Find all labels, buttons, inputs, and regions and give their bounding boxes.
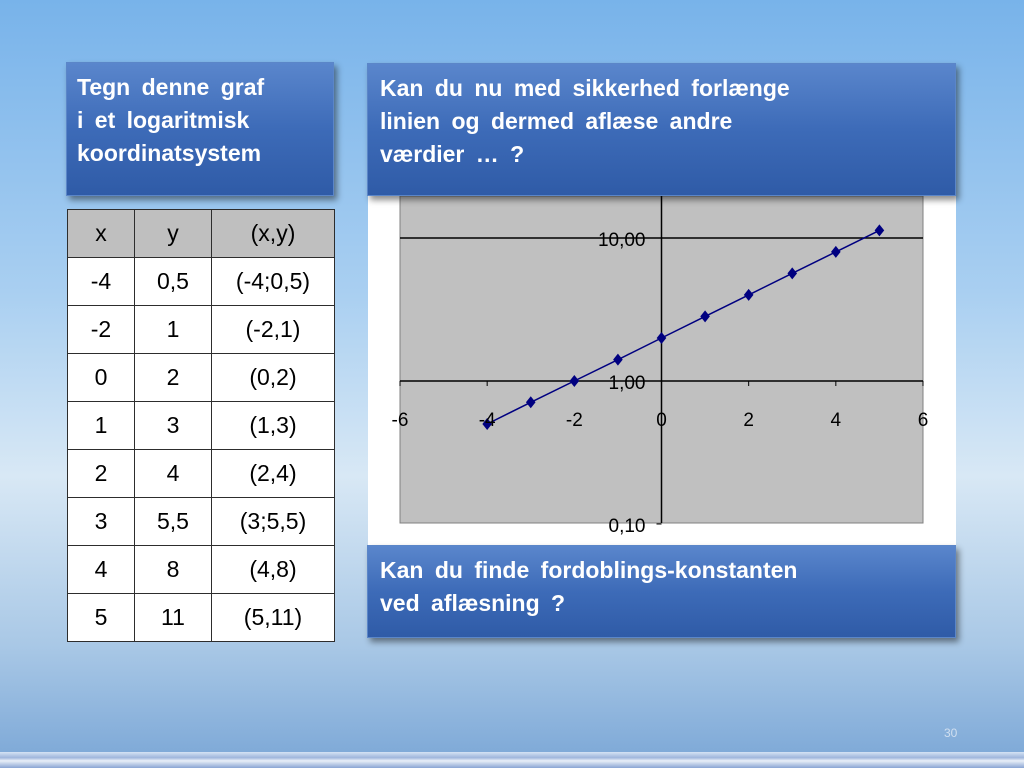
table-row xyxy=(68,546,335,594)
cell-xy: (4,8) xyxy=(212,546,335,594)
cell-xy: (1,3) xyxy=(212,402,335,450)
cell-y: 5,5 xyxy=(135,498,212,546)
log-line-chart xyxy=(368,196,956,546)
cell-x: 0 xyxy=(68,354,135,402)
y-tick-label: 1,00 xyxy=(608,373,646,394)
header-xy: (x,y) xyxy=(212,210,335,258)
data-table xyxy=(67,209,335,642)
cell-x: 5 xyxy=(68,594,135,642)
question-line: linien og dermed aflæse andre xyxy=(380,108,733,134)
x-tick-label: -6 xyxy=(391,410,409,431)
table-header-row xyxy=(68,210,335,258)
question-line: ved aflæsning ? xyxy=(380,590,566,616)
y-tick-label: 0,10 xyxy=(608,516,646,537)
header-x: x xyxy=(68,210,135,258)
table-row xyxy=(68,306,335,354)
cell-y: 8 xyxy=(135,546,212,594)
bottom-decoration-band xyxy=(0,752,1024,768)
table-row xyxy=(68,354,335,402)
cell-y: 1 xyxy=(135,306,212,354)
table-body xyxy=(68,258,335,642)
x-tick-label: 6 xyxy=(917,410,929,431)
cell-y: 11 xyxy=(135,594,212,642)
slide-number: 30 xyxy=(944,726,958,740)
instruction-line: koordinatsystem xyxy=(77,140,262,166)
x-tick-label: 2 xyxy=(743,410,754,431)
cell-y: 0,5 xyxy=(135,258,212,306)
cell-y: 4 xyxy=(135,450,212,498)
cell-xy: (5,11) xyxy=(212,594,335,642)
cell-x: 4 xyxy=(68,546,135,594)
cell-xy: (0,2) xyxy=(212,354,335,402)
cell-xy: (-4;0,5) xyxy=(212,258,335,306)
question-line: Kan du finde fordoblings-konstanten xyxy=(380,557,798,583)
table-row xyxy=(68,258,335,306)
table-row xyxy=(68,594,335,642)
cell-x: 2 xyxy=(68,450,135,498)
cell-x: -4 xyxy=(68,258,135,306)
question-box-extend-line xyxy=(367,63,956,196)
question-line: værdier … ? xyxy=(380,141,525,167)
cell-x: 3 xyxy=(68,498,135,546)
instruction-line: i et logaritmisk xyxy=(77,107,250,133)
question-line: Kan du nu med sikkerhed forlænge xyxy=(380,75,790,101)
header-y: y xyxy=(135,210,212,258)
table-row xyxy=(68,450,335,498)
table-row xyxy=(68,498,335,546)
x-tick-label: 0 xyxy=(656,410,667,431)
chart-area xyxy=(368,196,956,546)
y-tick-label: 10,00 xyxy=(597,230,646,251)
x-tick-label: -4 xyxy=(478,410,496,431)
table-row xyxy=(68,402,335,450)
cell-xy: (3;5,5) xyxy=(212,498,335,546)
question-box-doubling-constant xyxy=(367,545,956,638)
cell-y: 2 xyxy=(135,354,212,402)
x-tick-label: -2 xyxy=(565,410,583,431)
instruction-box-draw-graph xyxy=(66,62,334,196)
x-tick-label: 4 xyxy=(830,410,842,431)
cell-xy: (2,4) xyxy=(212,450,335,498)
cell-x: 1 xyxy=(68,402,135,450)
cell-x: -2 xyxy=(68,306,135,354)
instruction-line: Tegn denne graf xyxy=(77,74,265,100)
cell-xy: (-2,1) xyxy=(212,306,335,354)
cell-y: 3 xyxy=(135,402,212,450)
